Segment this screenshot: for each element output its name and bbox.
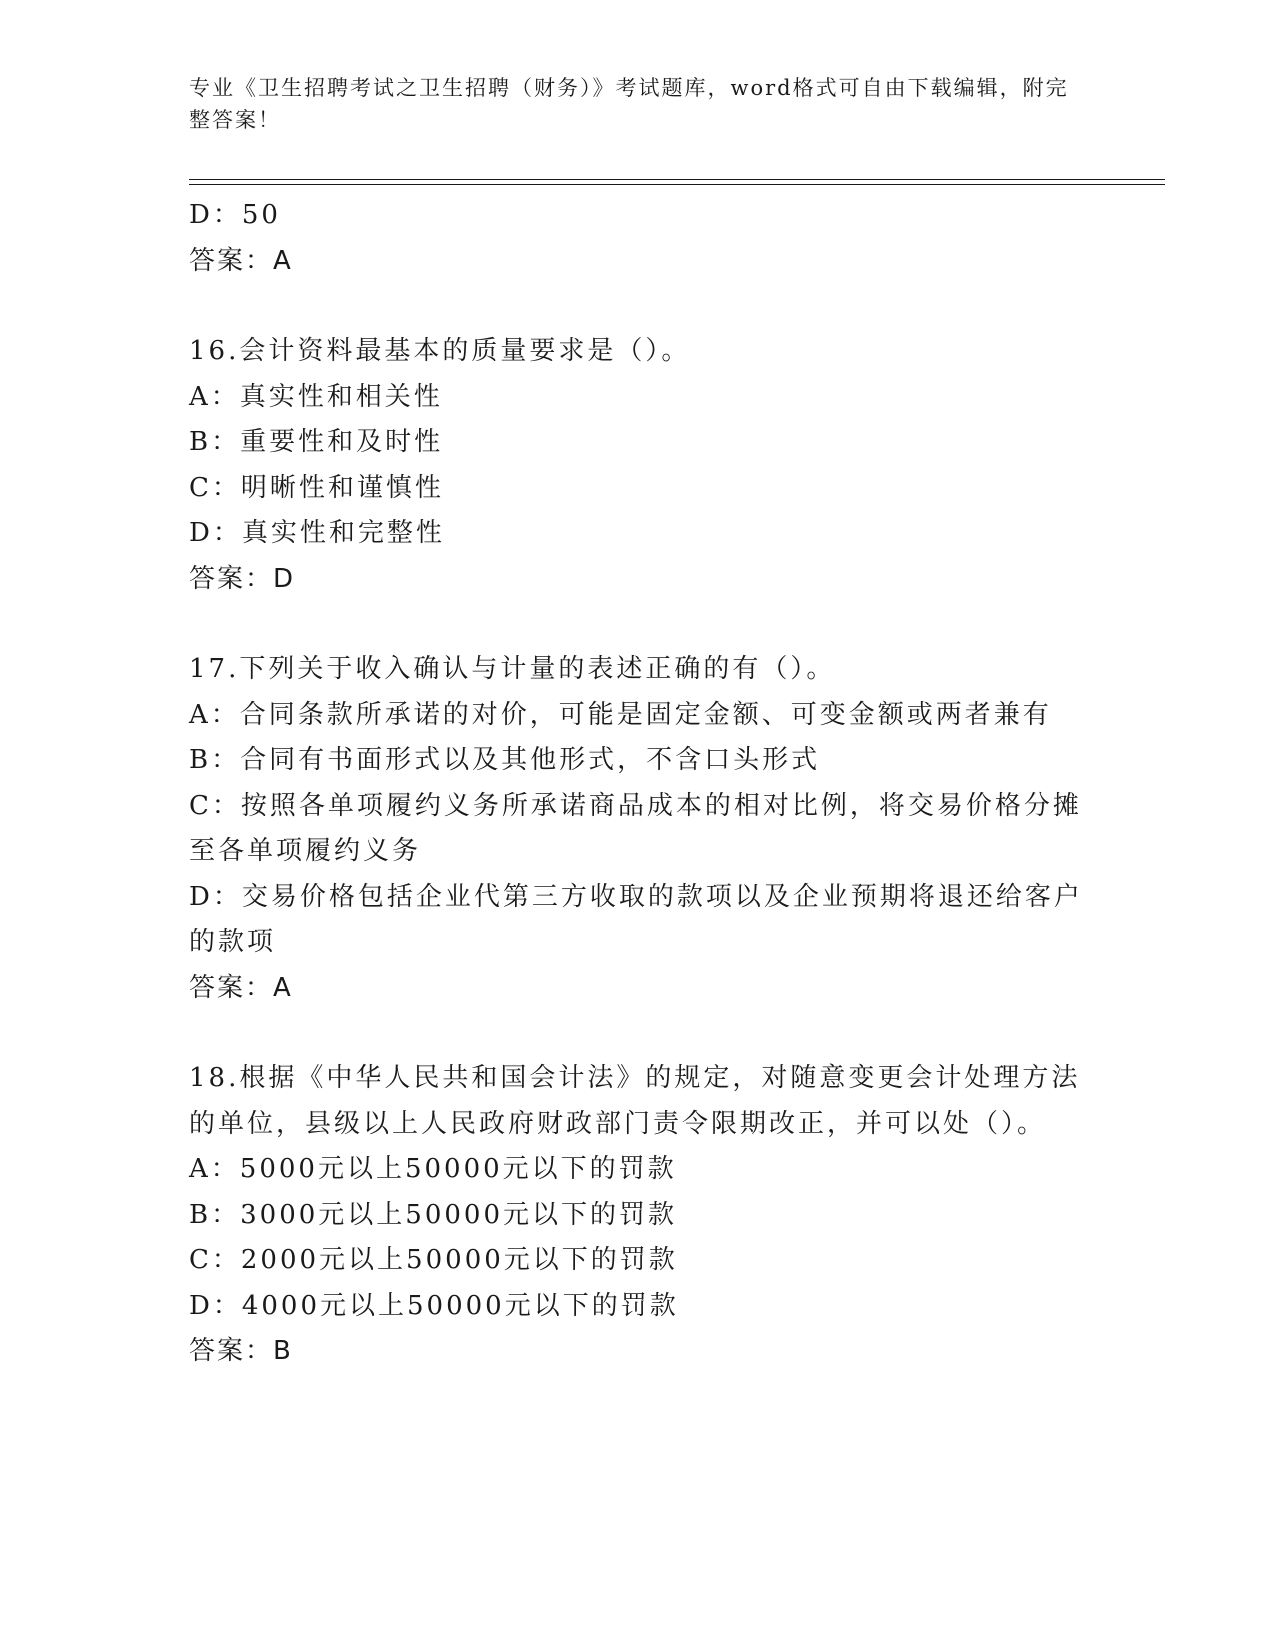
- question-stem: 17.下列关于收入确认与计量的表述正确的有（）。: [189, 654, 836, 684]
- header-divider-top: [189, 179, 1165, 180]
- answer-line: 答案：D: [189, 563, 296, 594]
- option-a: A：5000元以上50000元以下的罚款: [189, 1154, 677, 1184]
- option-a: A：真实性和相关性: [189, 381, 443, 412]
- question-stem: 18.根据《中华人民共和国会计法》的规定，对随意变更会计处理方法的单位，县级以上人民政府财政部门责令限期改正，并可以处（）。: [189, 1063, 1081, 1139]
- option-a: A：合同条款所承诺的对价，可能是固定金额、可变金额或两者兼有: [189, 699, 1052, 730]
- option-b: B：合同有书面形式以及其他形式，不含口头形式: [189, 745, 821, 775]
- option-d: D：50: [189, 200, 281, 230]
- answer-line: 答案：A: [189, 972, 293, 1003]
- document-header: 专业《卫生招聘考试之卫生招聘（财务）》考试题库，word格式可自由下载编辑，附完整答案！: [189, 76, 1069, 132]
- spacer: [189, 1011, 1089, 1056]
- option-c: C：2000元以上50000元以下的罚款: [189, 1245, 678, 1275]
- question-18: [189, 1056, 1089, 1375]
- option-b: B：重要性和及时性: [189, 427, 444, 457]
- question-list: [189, 193, 1089, 1375]
- option-c: C：明晰性和谨慎性: [189, 472, 444, 503]
- option-d: D：交易价格包括企业代第三方收取的款项以及企业预期将退还给客户的款项: [189, 881, 1083, 957]
- option-d: D：真实性和完整性: [189, 518, 445, 548]
- question-17: [189, 647, 1089, 1011]
- header-divider-bottom: [189, 184, 1165, 185]
- option-c: C：按照各单项履约义务所承诺商品成本的相对比例，将交易价格分摊至各单项履约义务: [189, 790, 1082, 866]
- option-b: B：3000元以上50000元以下的罚款: [189, 1199, 677, 1230]
- question-16: [189, 329, 1089, 602]
- answer-line: 答案：B: [189, 1336, 293, 1366]
- spacer: [189, 602, 1089, 647]
- answer-line: 答案：A: [189, 245, 293, 276]
- option-d: D：4000元以上50000元以下的罚款: [189, 1290, 679, 1321]
- spacer: [189, 284, 1089, 329]
- question-stem: 16.会计资料最基本的质量要求是（）。: [189, 336, 691, 366]
